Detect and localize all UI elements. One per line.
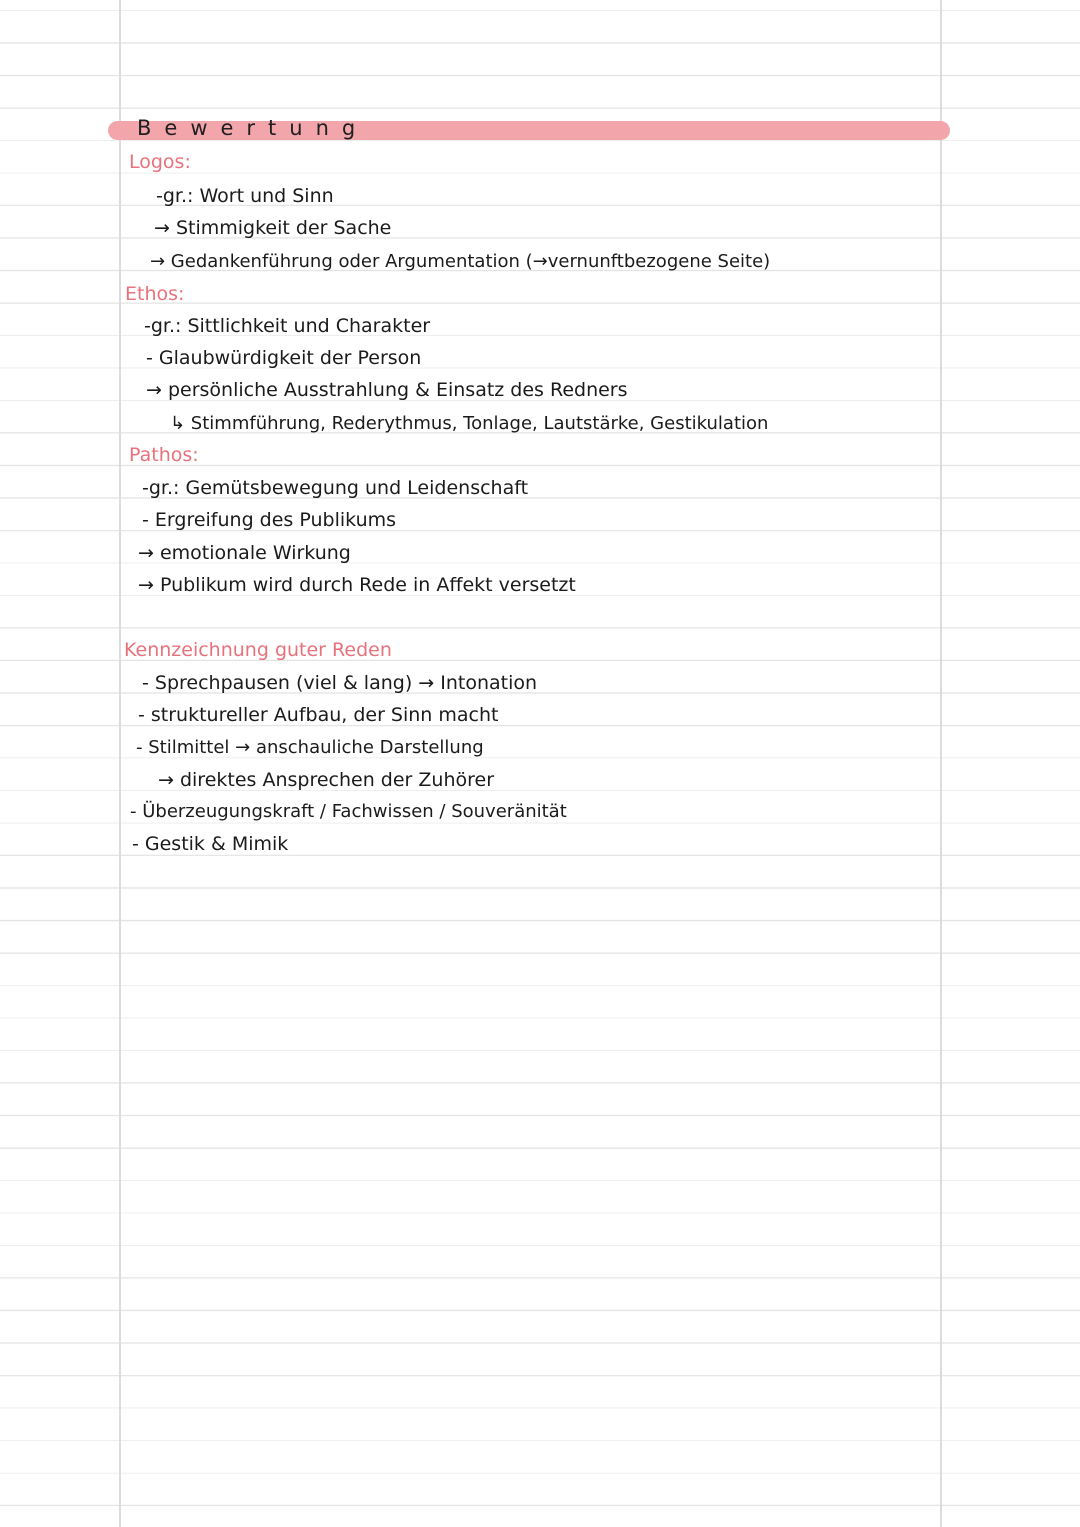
section-heading-kennzeichnung: Kennzeichnung guter Reden [124, 639, 392, 661]
list-item: ↳ Stimmführung, Rederythmus, Tonlage, Lautstärke, Gestikulation [170, 413, 769, 434]
list-item: - struktureller Aufbau, der Sinn macht [138, 704, 499, 726]
left-margin-line [119, 0, 121, 1527]
list-item: -gr.: Gemütsbewegung und Leidenschaft [142, 477, 529, 499]
list-item: - Gestik & Mimik [132, 833, 289, 855]
list-item: → Stimmigkeit der Sache [154, 217, 392, 239]
right-margin-line [940, 0, 942, 1527]
list-item: → persönliche Ausstrahlung & Einsatz des Redners [146, 379, 628, 401]
list-item: → direktes Ansprechen der Zuhörer [158, 769, 495, 791]
list-item: → emotionale Wirkung [138, 542, 351, 564]
list-item: - Sprechpausen (viel & lang) → Intonation [142, 672, 538, 694]
list-item: - Überzeugungskraft / Fachwissen / Souveränität [130, 801, 567, 822]
list-item: -gr.: Sittlichkeit und Charakter [144, 315, 431, 337]
page-title: Bewertung [137, 116, 369, 140]
list-item: → Gedankenführung oder Argumentation (→vernunftbezogene Seite) [150, 251, 771, 272]
section-heading-logos: Logos: [129, 151, 191, 173]
list-item: - Stilmittel → anschauliche Darstellung [136, 737, 484, 758]
list-item: - Ergreifung des Publikums [142, 509, 397, 531]
list-item: - Glaubwürdigkeit der Person [146, 347, 422, 369]
section-heading-ethos: Ethos: [125, 283, 185, 305]
list-item: -gr.: Wort und Sinn [156, 185, 334, 207]
list-item: → Publikum wird durch Rede in Affekt versetzt [138, 574, 576, 596]
section-heading-pathos: Pathos: [129, 444, 199, 466]
